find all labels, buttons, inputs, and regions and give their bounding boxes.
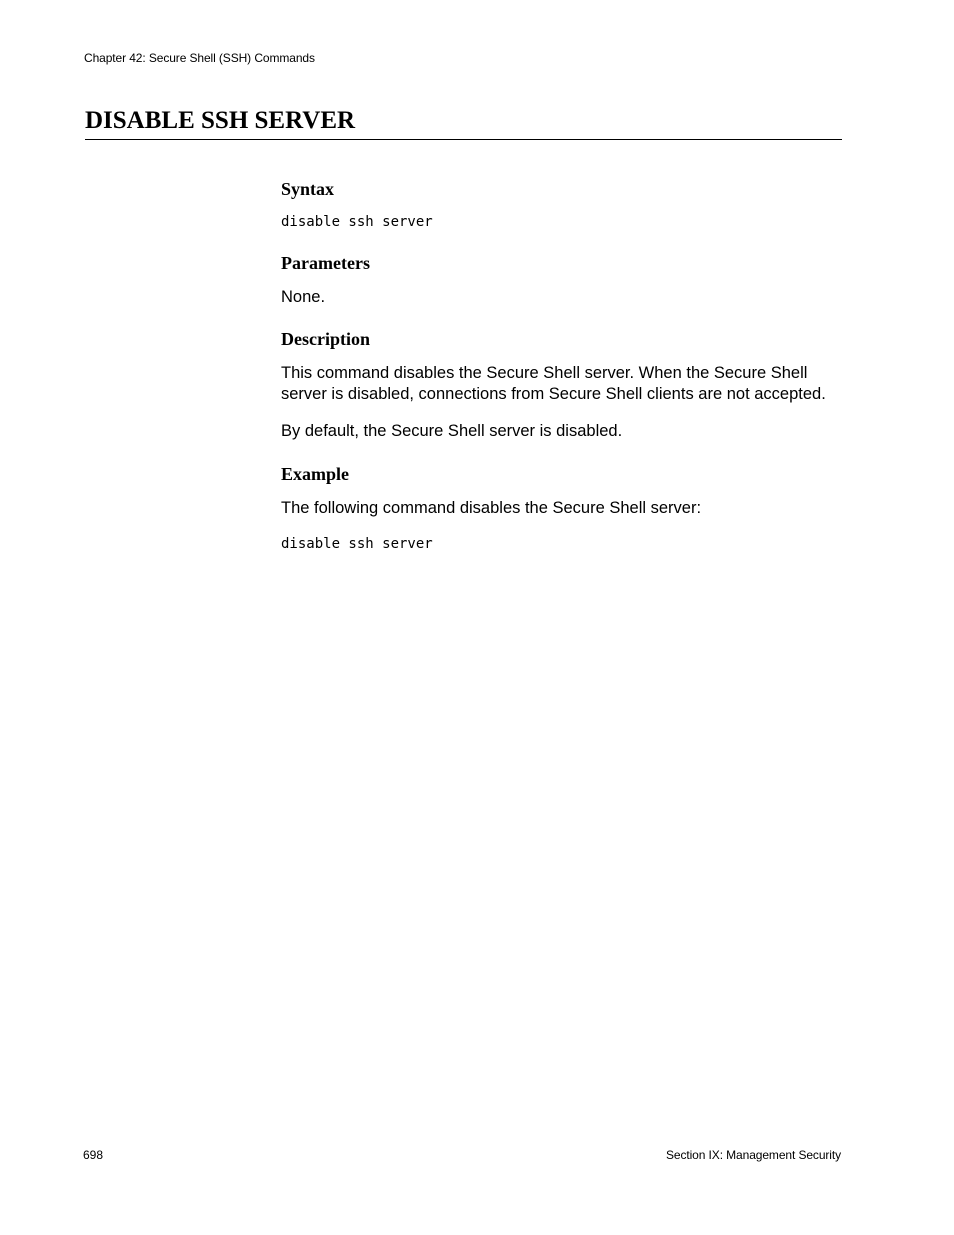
page-number: 698 (83, 1148, 104, 1162)
example-text: The following command disables the Secure Shell server: (281, 499, 702, 517)
title-block (85, 107, 842, 140)
running-header: Chapter 42: Secure Shell (SSH) Commands (84, 51, 315, 65)
syntax-code: disable ssh server (281, 214, 433, 230)
page-title: DISABLE SSH SERVER (85, 107, 356, 134)
syntax-heading: Syntax (281, 179, 335, 199)
description-heading: Description (281, 329, 370, 349)
running-footer-section: Section IX: Management Security (666, 1148, 841, 1162)
content-area (281, 178, 841, 571)
description-paragraph: This command disables the Secure Shell server. When the Secure Shell server is disabled, connections from Secure Shell clients are not accepted. (281, 364, 826, 403)
example-code: disable ssh server (281, 536, 433, 552)
syntax-section (281, 178, 841, 231)
description-paragraph: By default, the Secure Shell server is disabled. (281, 422, 623, 440)
parameters-section (281, 252, 841, 308)
parameters-heading: Parameters (281, 253, 370, 273)
parameters-text: None. (281, 288, 326, 306)
description-section (281, 328, 841, 442)
example-section (281, 463, 841, 553)
example-heading: Example (281, 464, 350, 484)
